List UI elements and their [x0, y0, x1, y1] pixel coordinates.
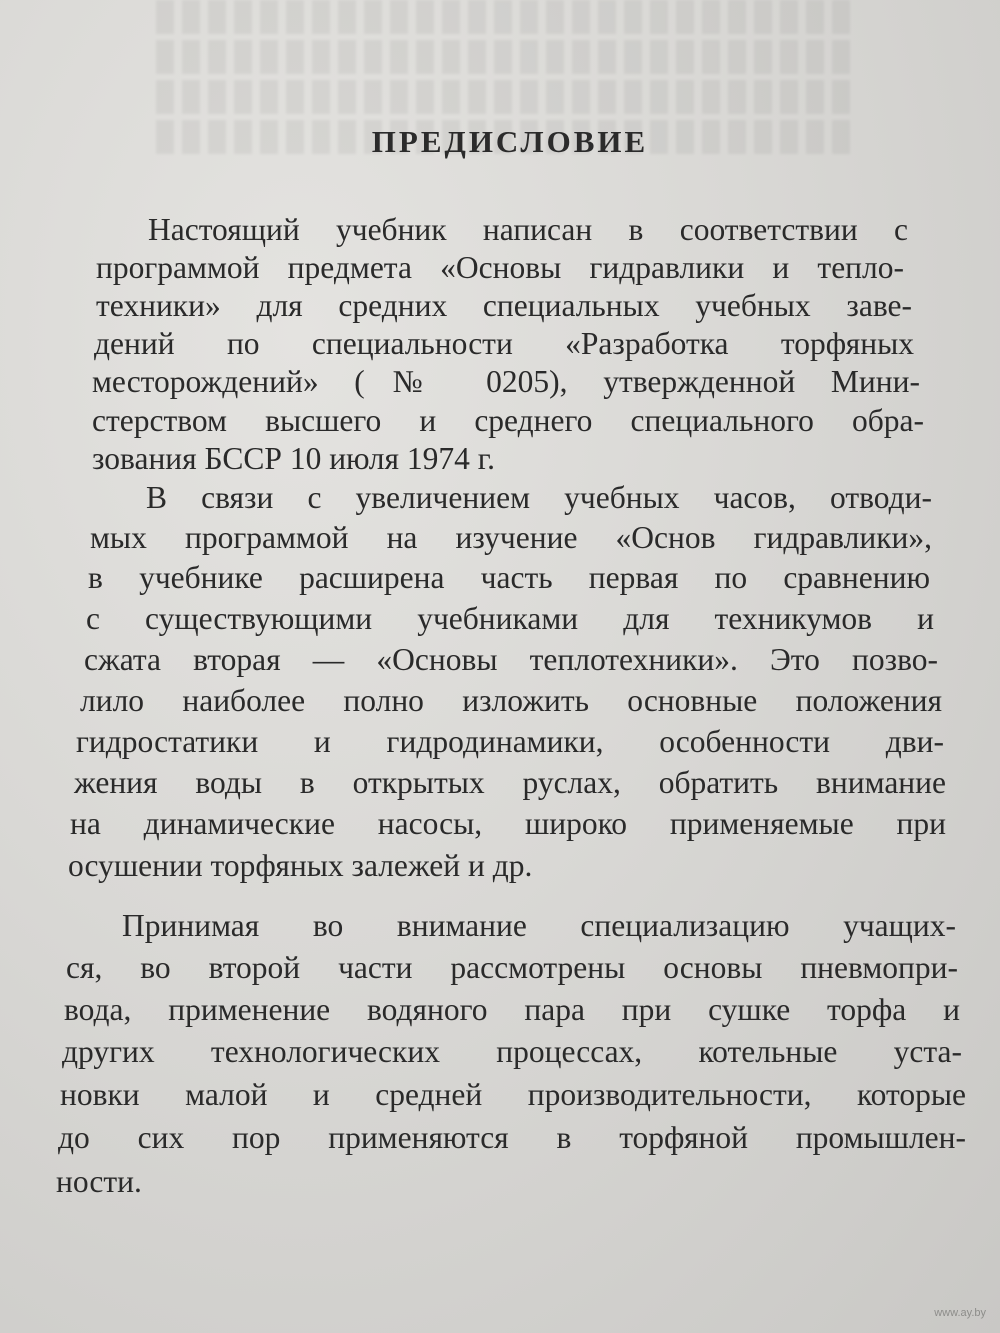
text-line: месторождений» (№ 0205), утвержденной Мини- [92, 364, 920, 399]
text-line: других технологических процессах, котельные уста- [62, 1034, 962, 1069]
text-line: в учебнике расширена часть первая по сравнению [88, 560, 930, 595]
text-line: новки малой и средней производительности, которые [60, 1077, 966, 1112]
text-line: вода, применение водяного пара при сушке торфа и [64, 992, 960, 1027]
text-line: жения воды в открытых руслах, обратить внимание [74, 765, 946, 800]
text-line: техники» для средних специальных учебных заве- [96, 288, 912, 323]
text-line: до сих пор применяются в торфяной промышлен- [58, 1120, 966, 1155]
text-line: гидростатики и гидродинамики, особенности дви- [76, 724, 944, 759]
text-line: программой предмета «Основы гидравлики и тепло- [96, 250, 904, 285]
text-line: мых программой на изучение «Основ гидравлики», [90, 520, 932, 555]
text-line: зования БССР 10 июля 1974 г. [92, 441, 495, 476]
text-line: сжата вторая — «Основы теплотехники». Это позво- [84, 642, 938, 677]
text-line: Настоящий учебник написан в соответствии с [148, 212, 908, 247]
text-line: ся, во второй части рассмотрены основы пневмопри- [66, 950, 958, 985]
text-line: В связи с увеличением учебных часов, отводи- [146, 480, 932, 515]
text-line: ности. [56, 1164, 142, 1199]
page-title: ПРЕДИСЛОВИЕ [371, 124, 649, 159]
text-line: дений по специальности «Разработка торфяных [94, 326, 914, 361]
text-line: стерством высшего и среднего специального обра- [92, 403, 924, 438]
watermark: www.ay.by [934, 1307, 986, 1319]
text-line: осушении торфяных залежей и др. [68, 848, 533, 883]
text-line: Принимая во внимание специализацию учащих- [122, 908, 956, 943]
text-line: с существующими учебниками для техникумов и [86, 601, 934, 636]
text-line: лило наиболее полно изложить основные положения [80, 683, 942, 718]
show-through-text [150, 0, 850, 200]
text-line: на динамические насосы, широко применяемые при [70, 806, 946, 841]
